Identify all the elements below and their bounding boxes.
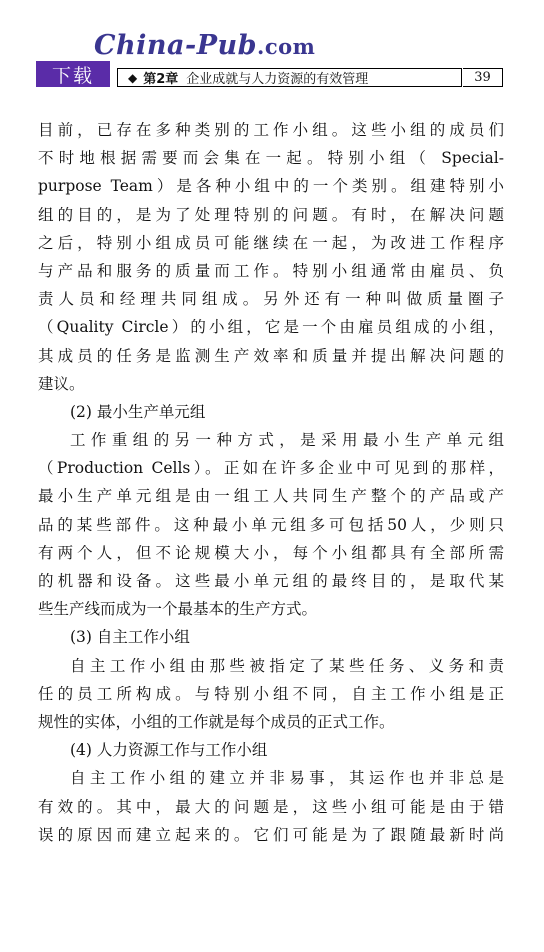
body-text: [38, 116, 504, 849]
text-line: 有两个人，但不论规模大小，每个小组都具有全部所需: [38, 543, 504, 562]
text-line: 责人员和经理共同组成。另外还有一种叫做质量圈子: [38, 290, 504, 309]
text-line: （Quality Circle）的小组，它是一个由雇员组成的小组，: [38, 318, 504, 337]
text-line: 最小生产单元组是由一组工人共同生产整个的产品或产: [38, 487, 504, 506]
text-line: 误的原因而建立起来的。它们可能是为了跟随最新时尚: [38, 825, 504, 844]
chapter-number: 第2章: [143, 72, 179, 87]
running-header: [117, 68, 462, 87]
chapter-title: 企业成就与人力资源的有效管理: [186, 72, 369, 87]
text-line: 目前，已存在多种类别的工作小组。这些小组的成员们: [38, 121, 504, 139]
section-heading: (3) 自主工作小组: [70, 628, 190, 647]
text-line: （Production Cells）。正如在许多企业中可见到的那样，: [38, 459, 504, 478]
text-line: 些生产线而成为一个最基本的生产方式。: [38, 600, 318, 619]
text-line: 任的员工所构成。与特别小组不同，自主工作小组是正: [38, 684, 504, 703]
text-line: 规性的实体，小组的工作就是每个成员的正式工作。: [38, 712, 395, 731]
section-heading: (2) 最小生产单元组: [70, 402, 206, 421]
text-line: 品的某些部件。这种最小单元组多可包括50人，少则只: [38, 515, 504, 534]
text-line: 有效的。其中，最大的问题是，这些小组可能是由于错: [38, 797, 504, 816]
text-line: purpose Team）是各种小组中的一个类别。组建特别小: [38, 177, 504, 196]
text-line: 其成员的任务是监测生产效率和质量并提出解决问题的: [38, 346, 504, 365]
logo-tld: .com: [257, 34, 316, 59]
text-line: 之后，特别小组成员可能继续在一起，为改进工作程序: [38, 233, 504, 252]
text-line: 与产品和服务的质量而工作。特别小组通常由雇员、负: [38, 261, 504, 280]
download-label: 下载: [36, 61, 110, 87]
text-line: 组的目的，是为了处理特别的问题。有时，在解决问题: [38, 205, 504, 224]
page-number: 39: [463, 68, 503, 87]
text-line: 建议。: [38, 374, 85, 393]
text-line: 工作重组的另一种方式，是采用最小生产单元组: [70, 431, 504, 450]
text-line: 自主工作小组的建立并非易事，其运作也并非总是: [70, 769, 504, 788]
diamond-icon: ◆: [128, 70, 138, 85]
section-heading: (4) 人力资源工作与工作小组: [70, 741, 268, 760]
china-pub-logo: [94, 30, 315, 61]
logo-text: China-Pub: [94, 30, 258, 61]
text-line: 的机器和设备。这些最小单元组的最终目的，是取代某: [38, 572, 504, 590]
text-line: 自主工作小组由那些被指定了某些任务、义务和责: [70, 656, 504, 675]
text-line: 不时地根据需要而会集在一起。特别小组（ Special-: [38, 149, 504, 168]
